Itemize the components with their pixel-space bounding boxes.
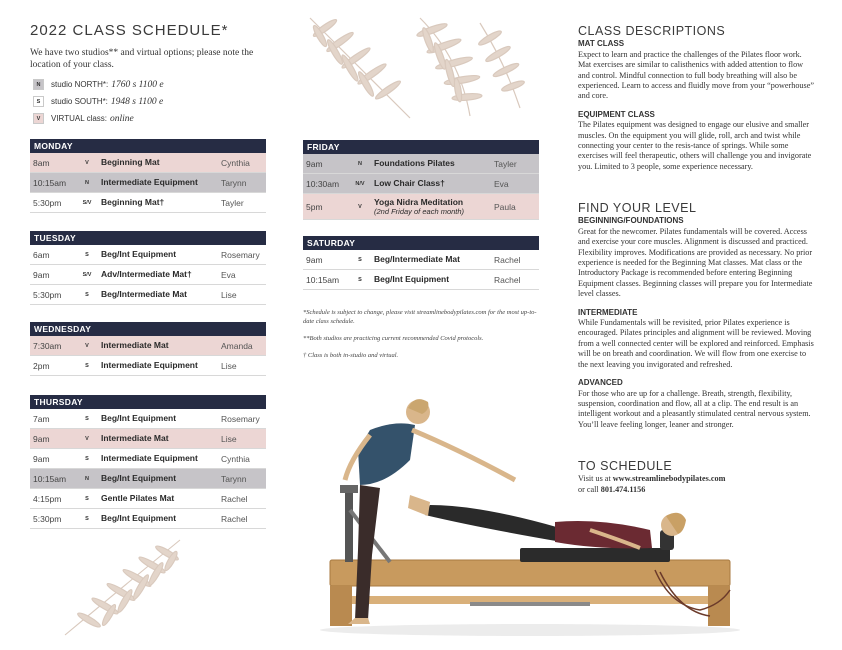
class-name-note: (2nd Friday of each month) [374, 206, 465, 216]
class-instructor: Tarynn [221, 473, 247, 484]
class-location-code: V [85, 159, 89, 166]
class-row [30, 153, 266, 173]
class-name: Beg/Int Equipment [101, 473, 177, 483]
location-legend [33, 76, 164, 127]
class-row [303, 270, 539, 290]
to-schedule-heading: TO SCHEDULE [578, 459, 673, 473]
class-name: Foundations Pilates [374, 158, 455, 168]
class-name: Beginning Mat [101, 157, 160, 167]
class-instructor: Tayler [221, 197, 244, 208]
class-location-code: S [85, 362, 89, 369]
class-row [30, 409, 266, 429]
class-location-code: S [85, 251, 89, 258]
website-link[interactable]: www.streamlinebodypilates.com [612, 474, 726, 484]
class-name: Low Chair Class† [374, 178, 445, 188]
class-time: 5:30pm [33, 197, 62, 208]
phone-number[interactable]: 801.474.1156 [600, 484, 646, 494]
class-time: 4:15pm [33, 493, 62, 504]
legend-south-label: studio SOUTH*: [51, 97, 108, 106]
class-row [30, 173, 266, 193]
legend-north-label: studio NORTH*: [51, 80, 109, 89]
class-location-code: V [85, 342, 89, 349]
class-location-code: S [358, 256, 362, 263]
class-location-code: S/V [82, 199, 92, 206]
legend-virtual-swatch: V [33, 113, 44, 124]
class-row [30, 429, 266, 449]
class-row [30, 265, 266, 285]
class-row [30, 356, 266, 376]
legend-virtual [33, 110, 164, 127]
note-schedule-change: *Schedule is subject to change, please visit streamlinebodypilates.com for the most up-to-date class schedule. [303, 309, 537, 325]
day-header: TUESDAY [30, 231, 266, 245]
class-location-code: V [358, 203, 362, 210]
intermediate-text: While Fundamentals will be revisited, prior Pilates experience is encouraged. Pilates principles and alignment will be reviewed. Moving from a well connected center will be explored and reinforced. Emphasis will be on breath and coordination. We will flow from one exercise to the next leaving you invigorated and refreshed. [578, 318, 814, 369]
schedule-friday [303, 140, 539, 220]
class-descriptions-heading: CLASS DESCRIPTIONS [578, 24, 726, 38]
class-instructor: Rachel [494, 274, 521, 285]
class-row [303, 154, 539, 174]
class-name: Intermediate Equipment [101, 453, 198, 463]
to-schedule-website-line [578, 474, 816, 484]
day-header: SATURDAY [303, 236, 539, 250]
class-instructor: Rosemary [221, 413, 260, 424]
class-location-code: S [85, 455, 89, 462]
beginning-title: BEGINNING/FOUNDATIONS [578, 216, 684, 226]
class-row [30, 449, 266, 469]
class-location-code: V [85, 435, 89, 442]
schedule-thursday [30, 395, 266, 529]
legend-north-address: 1760 s 1100 e [111, 79, 164, 90]
advanced-title: ADVANCED [578, 378, 623, 388]
intermediate-title: INTERMEDIATE [578, 307, 638, 317]
schedule-title: 2022 CLASS SCHEDULE* [30, 22, 229, 39]
class-row [30, 469, 266, 489]
class-row [30, 509, 266, 529]
class-time: 5:30pm [33, 289, 62, 300]
class-name: Intermediate Mat [101, 340, 169, 350]
legend-north [33, 76, 164, 93]
day-header: THURSDAY [30, 395, 266, 409]
legend-south [33, 93, 164, 110]
class-time: 5pm [306, 201, 323, 212]
fern-illustration-bottom [55, 535, 195, 640]
schedule-tuesday [30, 231, 266, 305]
equipment-class-text: The Pilates equipment was designed to engage our elusive and smaller muscles. On the equipment you will glide, roll, arch and twist while connecting your center to the resis-tance of springs. While some exercises will feel therapeutic, others will challenge you and invigorate you. Limited to 3 people, some experience necessary. [578, 120, 812, 171]
schedule-wednesday [30, 322, 266, 376]
day-header: MONDAY [30, 139, 266, 153]
class-location-code: N [85, 475, 89, 482]
fern-illustration-top [300, 8, 530, 123]
find-your-level-heading: FIND YOUR LEVEL [578, 201, 697, 215]
class-time: 6am [33, 249, 50, 260]
class-location-code: S [85, 415, 89, 422]
class-location-code: S/V [82, 271, 92, 278]
mat-class-text: Expect to learn and practice the challenges of the Pilates floor work. Mat exercises are similar to calisthenics with added attention to flow and control. Mindful connection to full body breathing will also be experienced. Learn to access and fluidly move from your “powerhouse” and core. [578, 49, 814, 101]
class-time: 9am [33, 453, 50, 464]
schedule-notes [303, 308, 538, 368]
class-name: Gentle Pilates Mat [101, 493, 175, 503]
schedule-monday [30, 139, 266, 213]
class-name: Beg/Intermediate Mat [101, 289, 187, 299]
class-row [303, 194, 539, 220]
legend-virtual-value: online [110, 113, 134, 124]
class-name: Beg/Int Equipment [101, 513, 177, 523]
day-header: WEDNESDAY [30, 322, 266, 336]
class-name: Intermediate Equipment [101, 360, 198, 370]
class-time: 5:30pm [33, 513, 62, 524]
class-row [303, 174, 539, 194]
class-row [303, 250, 539, 270]
class-location-code: N [85, 179, 89, 186]
class-time: 8am [33, 157, 50, 168]
class-instructor: Rachel [221, 493, 248, 504]
class-time: 9am [306, 158, 323, 169]
class-instructor: Lise [221, 360, 237, 371]
class-name [368, 198, 492, 216]
advanced-text: For those who are up for a challenge. Breath, strength, flexibility, suspension, coordination and flow, all at a clip. The end result is an intelligent workout and a pleasantly stimulated central nervous system. You’ll leave feeling longer, leaner and stronger. [578, 388, 811, 429]
class-time: 10:30am [306, 178, 340, 189]
class-instructor: Eva [221, 269, 236, 280]
class-row [30, 336, 266, 356]
class-time: 10:15am [33, 473, 67, 484]
day-header: FRIDAY [303, 140, 539, 154]
class-location-code: N/V [355, 180, 365, 187]
class-name: Intermediate Equipment [101, 177, 198, 187]
class-instructor: Rachel [221, 513, 248, 524]
note-dagger: † Class is both in-studio and virtual. [303, 352, 399, 359]
find-your-level [578, 203, 816, 438]
website-prefix: Visit us at [578, 474, 613, 484]
class-time: 2pm [33, 360, 50, 371]
class-time: 7:30am [33, 340, 62, 351]
class-name: Intermediate Mat [101, 433, 169, 443]
to-schedule [578, 461, 816, 495]
class-row [30, 193, 266, 213]
class-instructor: Rachel [494, 254, 521, 265]
class-row [30, 285, 266, 305]
class-instructor: Eva [494, 178, 509, 189]
legend-virtual-label: VIRTUAL class: [51, 114, 108, 123]
legend-south-swatch: S [33, 96, 44, 107]
note-covid: **Both studios are practicing current recommended Covid protocols. [303, 335, 484, 342]
class-row [30, 245, 266, 265]
class-name: Beg/Int Equipment [101, 413, 177, 423]
class-name: Beg/Int Equipment [101, 249, 177, 259]
class-location-code: S [358, 276, 362, 283]
class-instructor: Cynthia [221, 157, 250, 168]
class-name-main: Yoga Nidra Meditation [374, 196, 464, 207]
class-name: Beg/Intermediate Mat [374, 254, 460, 264]
class-descriptions [578, 26, 816, 180]
class-instructor: Cynthia [221, 453, 250, 464]
equipment-class-title: EQUIPMENT CLASS [578, 109, 655, 119]
class-name: Beginning Mat† [101, 197, 165, 207]
class-location-code: S [85, 515, 89, 522]
class-time: 9am [306, 254, 323, 265]
class-time: 10:15am [306, 274, 340, 285]
schedule-intro: We have two studios** and virtual options; please note the location of your class. [30, 48, 254, 70]
legend-north-swatch: N [33, 79, 44, 90]
class-instructor: Tarynn [221, 177, 247, 188]
class-location-code: N [358, 160, 362, 167]
phone-prefix: or call [578, 484, 601, 494]
class-time: 9am [33, 269, 50, 280]
class-instructor: Paula [494, 201, 516, 212]
class-time: 10:15am [33, 177, 67, 188]
class-location-code: S [85, 495, 89, 502]
class-time: 9am [33, 433, 50, 444]
class-row [30, 489, 266, 509]
class-time: 7am [33, 413, 50, 424]
class-instructor: Rosemary [221, 249, 260, 260]
class-location-code: S [85, 291, 89, 298]
class-instructor: Amanda [221, 340, 253, 351]
beginning-text: Great for the newcomer. Pilates fundamentals will be covered. Access and exercise your core muscles. Alignment is discussed and practiced. Flexibility improves. Modifications are provided as necessary. No prior experience is needed for the Beginning Mat classes. Mat class or the Introductory Package is recommended before entering Beginning Equipment classes. Beginning classes will prepare you for Intermediate level classes. [578, 226, 813, 299]
class-instructor: Lise [221, 289, 237, 300]
class-instructor: Lise [221, 433, 237, 444]
mat-class-title: MAT CLASS [578, 39, 625, 49]
class-name: Beg/Int Equipment [374, 274, 450, 284]
legend-south-address: 1948 s 1100 e [110, 96, 164, 107]
schedule-saturday [303, 236, 539, 290]
to-schedule-phone-line [578, 485, 816, 495]
class-name: Adv/Intermediate Mat† [101, 269, 192, 279]
class-instructor: Tayler [494, 158, 517, 169]
